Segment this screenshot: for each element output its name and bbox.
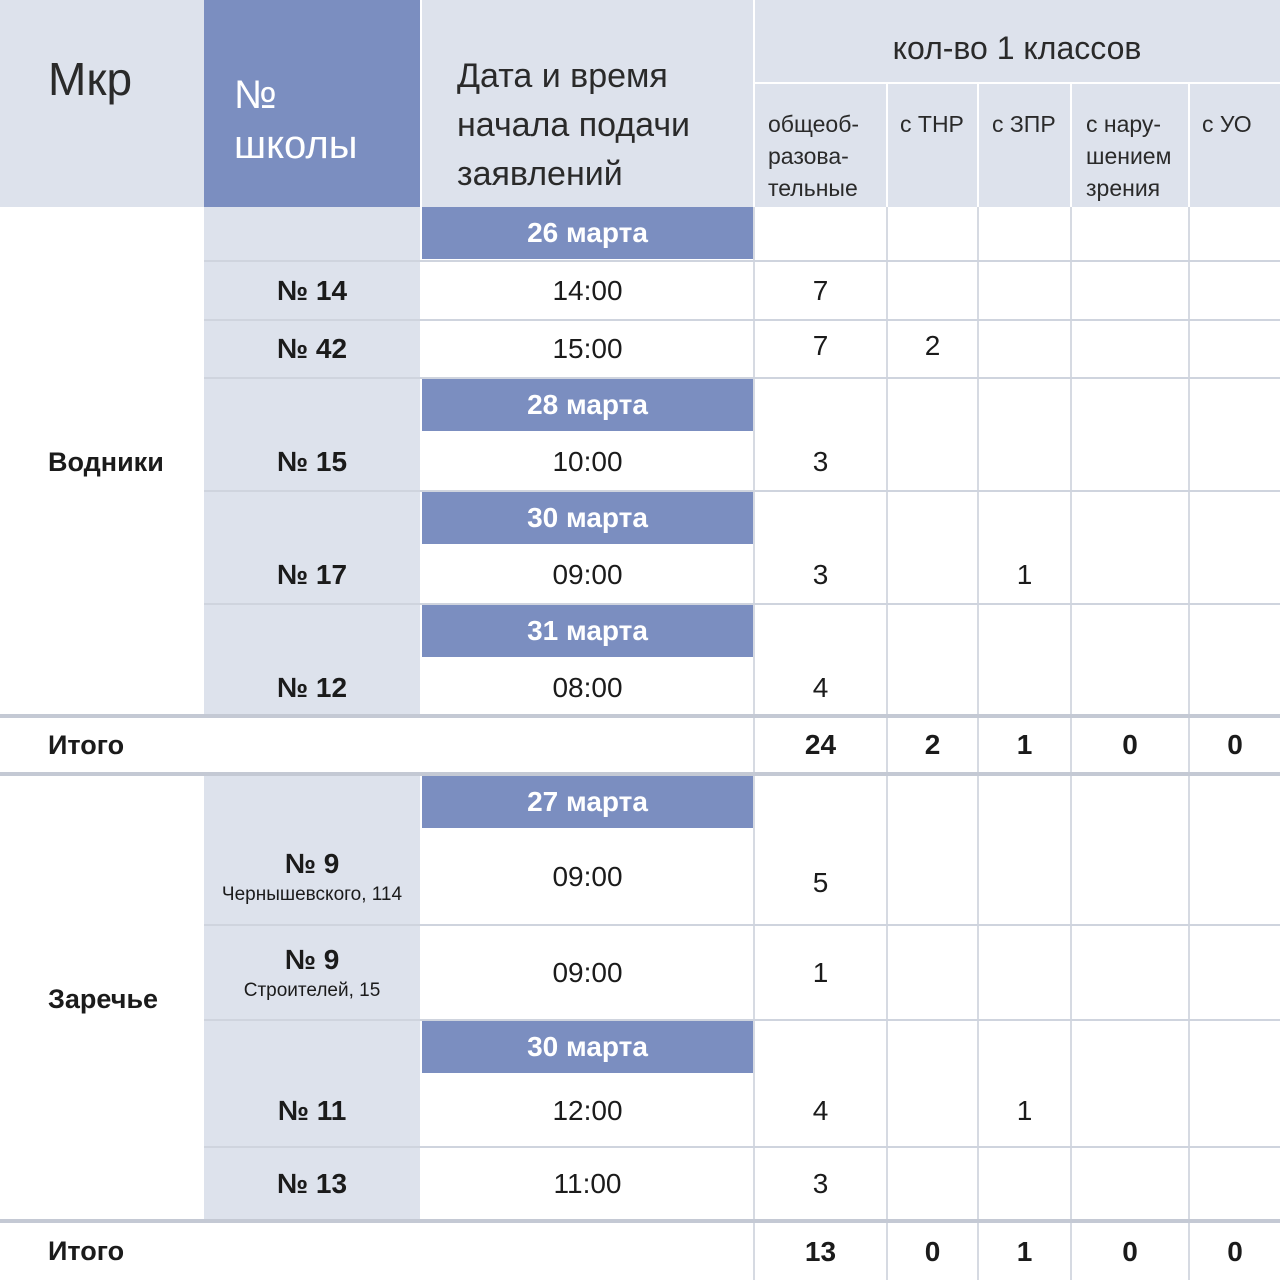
general-count: 4	[812, 1094, 829, 1126]
classes-header-divider	[754, 82, 1280, 84]
general-classes-header	[768, 108, 859, 204]
general-header-line3: тельные	[768, 175, 858, 201]
general-count: 7	[812, 274, 829, 306]
school-number: № 9	[284, 943, 340, 975]
total-vision: 0	[1122, 1235, 1138, 1267]
tnr-count: 2	[924, 330, 941, 361]
general-count: 3	[812, 1167, 829, 1199]
district-label-vodniki: Водники	[48, 446, 164, 477]
start-time: 09:00	[552, 956, 623, 988]
start-time: 14:00	[552, 274, 623, 306]
general-header-line2: разова-	[768, 143, 849, 169]
zpr-count: 1	[1016, 559, 1033, 590]
date-band: 27 марта	[422, 776, 753, 828]
total-tnr: 0	[924, 1235, 941, 1267]
start-time: 12:00	[552, 1094, 623, 1126]
header-separator	[1188, 84, 1190, 207]
school-number: № 15	[276, 446, 348, 477]
start-time: 10:00	[552, 446, 623, 477]
school-cell	[204, 830, 420, 924]
header-separator	[977, 84, 979, 207]
school-number: № 42	[276, 333, 348, 364]
vision-header-line3: зрения	[1086, 175, 1161, 201]
general-count: 5	[812, 867, 829, 898]
start-time: 08:00	[552, 672, 623, 703]
date-band: 28 марта	[422, 379, 753, 431]
total-general: 24	[804, 729, 837, 760]
date-band: 26 марта	[422, 207, 753, 259]
total-label: Итого	[48, 1236, 125, 1266]
school-number: № 9	[284, 848, 340, 879]
header-separator	[1070, 84, 1072, 207]
total-zpr: 1	[1016, 1235, 1033, 1267]
date-time-header	[457, 52, 690, 199]
general-count: 3	[812, 559, 829, 590]
date-time-header-line2: начала подачи	[457, 106, 691, 144]
start-time: 09:00	[552, 559, 623, 590]
start-time: 15:00	[552, 333, 623, 364]
date-band: 31 марта	[422, 605, 753, 657]
district-label-zarechye: Заречье	[48, 983, 159, 1014]
zpr-header: с ЗПР	[992, 111, 1056, 137]
total-vision: 0	[1122, 729, 1138, 760]
total-zpr: 1	[1016, 729, 1033, 760]
header-separator	[420, 0, 422, 207]
school-number: № 17	[276, 559, 348, 590]
school-number: № 12	[276, 672, 348, 703]
school-number-header	[234, 70, 358, 170]
zpr-count: 1	[1016, 1094, 1033, 1126]
date-band: 30 марта	[422, 492, 753, 544]
start-time: 09:00	[552, 861, 623, 892]
total-uo: 0	[1227, 729, 1243, 760]
vision-impaired-header	[1086, 108, 1171, 204]
total-label: Итого	[48, 729, 125, 760]
general-count: 7	[812, 330, 829, 361]
school-address: Чернышевского, 114	[221, 884, 403, 905]
mkr-header: Мкр	[48, 53, 133, 105]
date-band: 30 марта	[422, 1021, 753, 1073]
uo-header: с УО	[1202, 111, 1252, 137]
general-header-line1: общеоб-	[768, 111, 860, 137]
header-separator	[886, 84, 888, 207]
general-count: 4	[812, 672, 829, 703]
vision-header-line2: шением	[1086, 143, 1172, 169]
school-number-header-line2: школы	[234, 123, 358, 167]
school-number-header-line1: №	[234, 73, 277, 117]
start-time: 11:00	[553, 1167, 622, 1199]
school-number: № 13	[276, 1167, 348, 1199]
total-general: 13	[804, 1235, 837, 1267]
general-count: 1	[812, 956, 829, 988]
total-uo: 0	[1227, 1235, 1243, 1267]
school-number: № 11	[277, 1094, 347, 1126]
date-time-header-line1: Дата и время	[457, 57, 668, 95]
total-tnr: 2	[924, 729, 941, 760]
tnr-header: с ТНР	[900, 111, 964, 137]
school-cell	[204, 926, 420, 1019]
school-address: Строителей, 15	[243, 979, 381, 1001]
header-separator	[753, 0, 755, 207]
date-time-header-line3: заявлений	[457, 155, 623, 193]
general-count: 3	[812, 446, 829, 477]
school-number: № 14	[276, 274, 348, 306]
vision-header-line1: с нару-	[1086, 111, 1162, 137]
classes-count-header: кол-во 1 классов	[892, 30, 1142, 66]
